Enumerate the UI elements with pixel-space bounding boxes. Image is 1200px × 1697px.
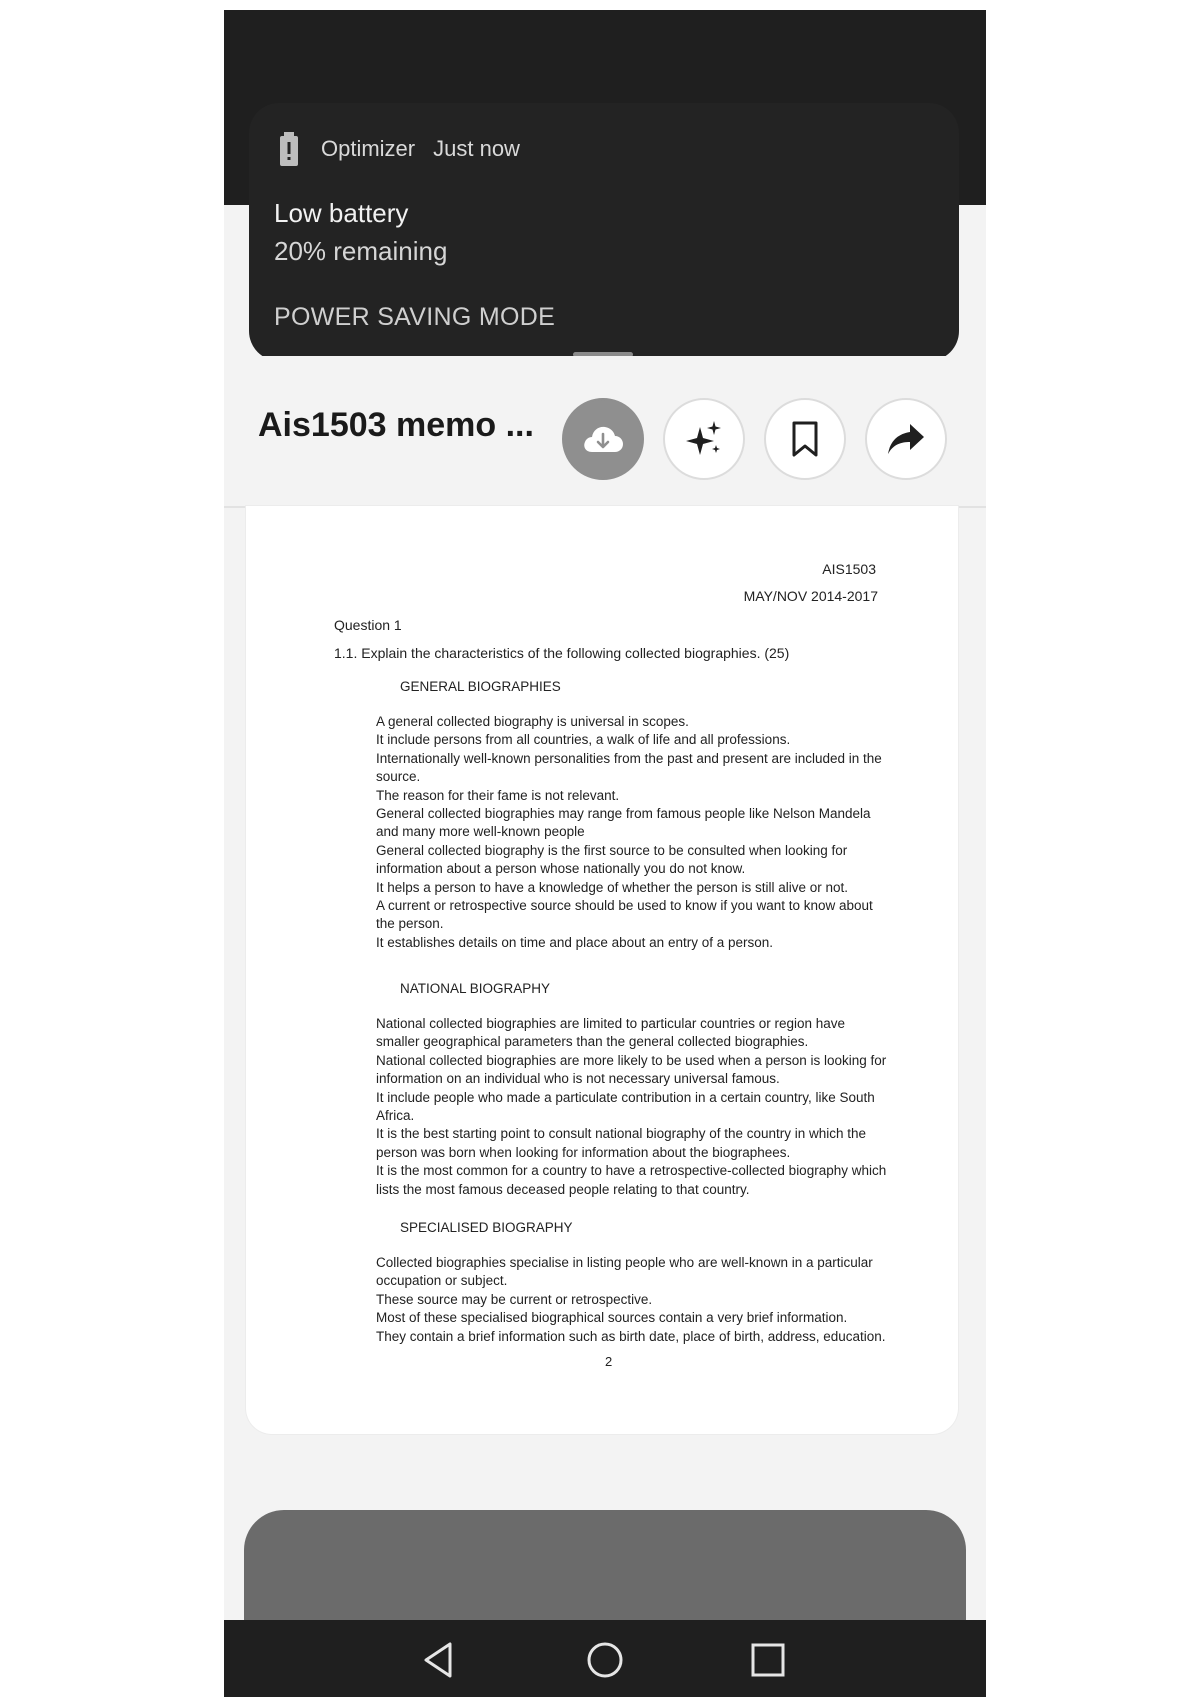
section-body-national — [376, 1015, 958, 1199]
section-heading-specialised: SPECIALISED BIOGRAPHY — [400, 1220, 573, 1235]
low-battery-notification[interactable] — [249, 103, 959, 361]
paragraph-line: They contain a brief information such as birth date, place of birth, address, education. — [376, 1328, 886, 1344]
ai-assist-button[interactable] — [663, 398, 745, 480]
paragraph-line: and many more well-known people — [376, 824, 585, 840]
paragraph-line: It helps a person to have a knowledge of whether the person is still alive or not. — [376, 879, 849, 895]
paragraph-line: It include people who made a particulate contribution in a certain country, like South — [376, 1089, 875, 1105]
paragraph-line: person was born when looking for information about the biographees. — [376, 1144, 791, 1160]
back-button[interactable] — [418, 1638, 462, 1682]
share-button[interactable] — [865, 398, 947, 480]
paragraph-line: It include persons from all countries, a walk of life and all professions. — [376, 732, 791, 748]
paragraph-line: the person. — [376, 916, 444, 932]
document-toolbar — [224, 356, 986, 508]
paragraph-line: A current or retrospective source should be used to know if you want to know about — [376, 898, 873, 914]
battery-alert-icon — [279, 132, 299, 166]
paragraph-line: It is the most common for a country to have a retrospective-collected biography which — [376, 1163, 887, 1179]
paragraph-line: A general collected biography is universal in scopes. — [376, 714, 689, 729]
paragraph-line: information about a person whose nationally you do not know. — [376, 861, 746, 877]
course-code: AIS1503 — [822, 561, 876, 577]
notification-app-name: Optimizer — [321, 136, 416, 161]
paragraph-line: These source may be current or retrospective. — [376, 1291, 653, 1307]
question-heading: Question 1 — [334, 617, 402, 633]
download-button[interactable] — [562, 398, 644, 480]
paragraph-line: National collected biographies are more likely to be used when a person is looking for — [376, 1052, 887, 1068]
paragraph-line: General collected biography is the first source to be consulted when looking for — [376, 842, 848, 858]
home-icon — [585, 1640, 625, 1680]
document-page[interactable] — [246, 506, 958, 1434]
section-heading-national: NATIONAL BIOGRAPHY — [400, 981, 551, 996]
bookmark-button[interactable] — [764, 398, 846, 480]
notification-time: Just now — [433, 136, 520, 161]
share-icon — [886, 422, 926, 456]
home-button[interactable] — [583, 1638, 627, 1682]
section-body-general — [376, 713, 958, 952]
notification-title: Low battery — [274, 198, 409, 228]
paragraph-line: General collected biographies may range from famous people like Nelson Mandela — [376, 806, 871, 822]
paragraph-line: Most of these specialised biographical sources contain a very brief information. — [376, 1310, 848, 1326]
section-body-specialised — [376, 1254, 958, 1346]
paragraph-line: National collected biographies are limited to particular countries or region have — [376, 1016, 846, 1031]
paragraph-line: It is the best starting point to consult national biography of the country in which the — [376, 1126, 867, 1142]
paragraph-line: lists the most famous deceased people relating to that country. — [376, 1181, 750, 1197]
power-saving-mode-button[interactable]: POWER SAVING MODE — [274, 303, 556, 331]
cloud-download-icon — [581, 422, 625, 456]
paragraph-line: information on an individual who is not necessary universal famous. — [376, 1071, 780, 1087]
paragraph-line: Internationally well-known personalities from the past and present are included in the — [376, 750, 882, 766]
paragraph-line: source. — [376, 769, 421, 785]
paragraph-line: occupation or subject. — [376, 1273, 508, 1289]
notification-header — [279, 129, 520, 169]
paragraph-line: It establishes details on time and place about an entry of a person. — [376, 934, 773, 950]
document-title: Ais1503 memo ... — [258, 406, 534, 444]
paragraph-line: Collected biographies specialise in listing people who are well-known in a particular — [376, 1255, 873, 1270]
notification-text: 20% remaining — [274, 236, 448, 266]
recents-icon — [748, 1640, 788, 1680]
bookmark-icon — [790, 421, 820, 457]
back-icon — [420, 1640, 460, 1680]
exam-date: MAY/NOV 2014-2017 — [743, 588, 878, 604]
phone-screen — [224, 10, 986, 1697]
section-heading-general: GENERAL BIOGRAPHIES — [400, 679, 561, 694]
sparkle-icon — [684, 419, 724, 459]
paragraph-line: smaller geographical parameters than the general collected biographies. — [376, 1034, 809, 1050]
recents-button[interactable] — [746, 1638, 790, 1682]
paragraph-line: Africa. — [376, 1108, 415, 1124]
paragraph-line: The reason for their fame is not relevant. — [376, 787, 620, 803]
question-text: 1.1. Explain the characteristics of the following collected biographies. (25) — [334, 645, 790, 661]
navigation-bar — [224, 1620, 986, 1697]
page-number: 2 — [605, 1354, 613, 1369]
